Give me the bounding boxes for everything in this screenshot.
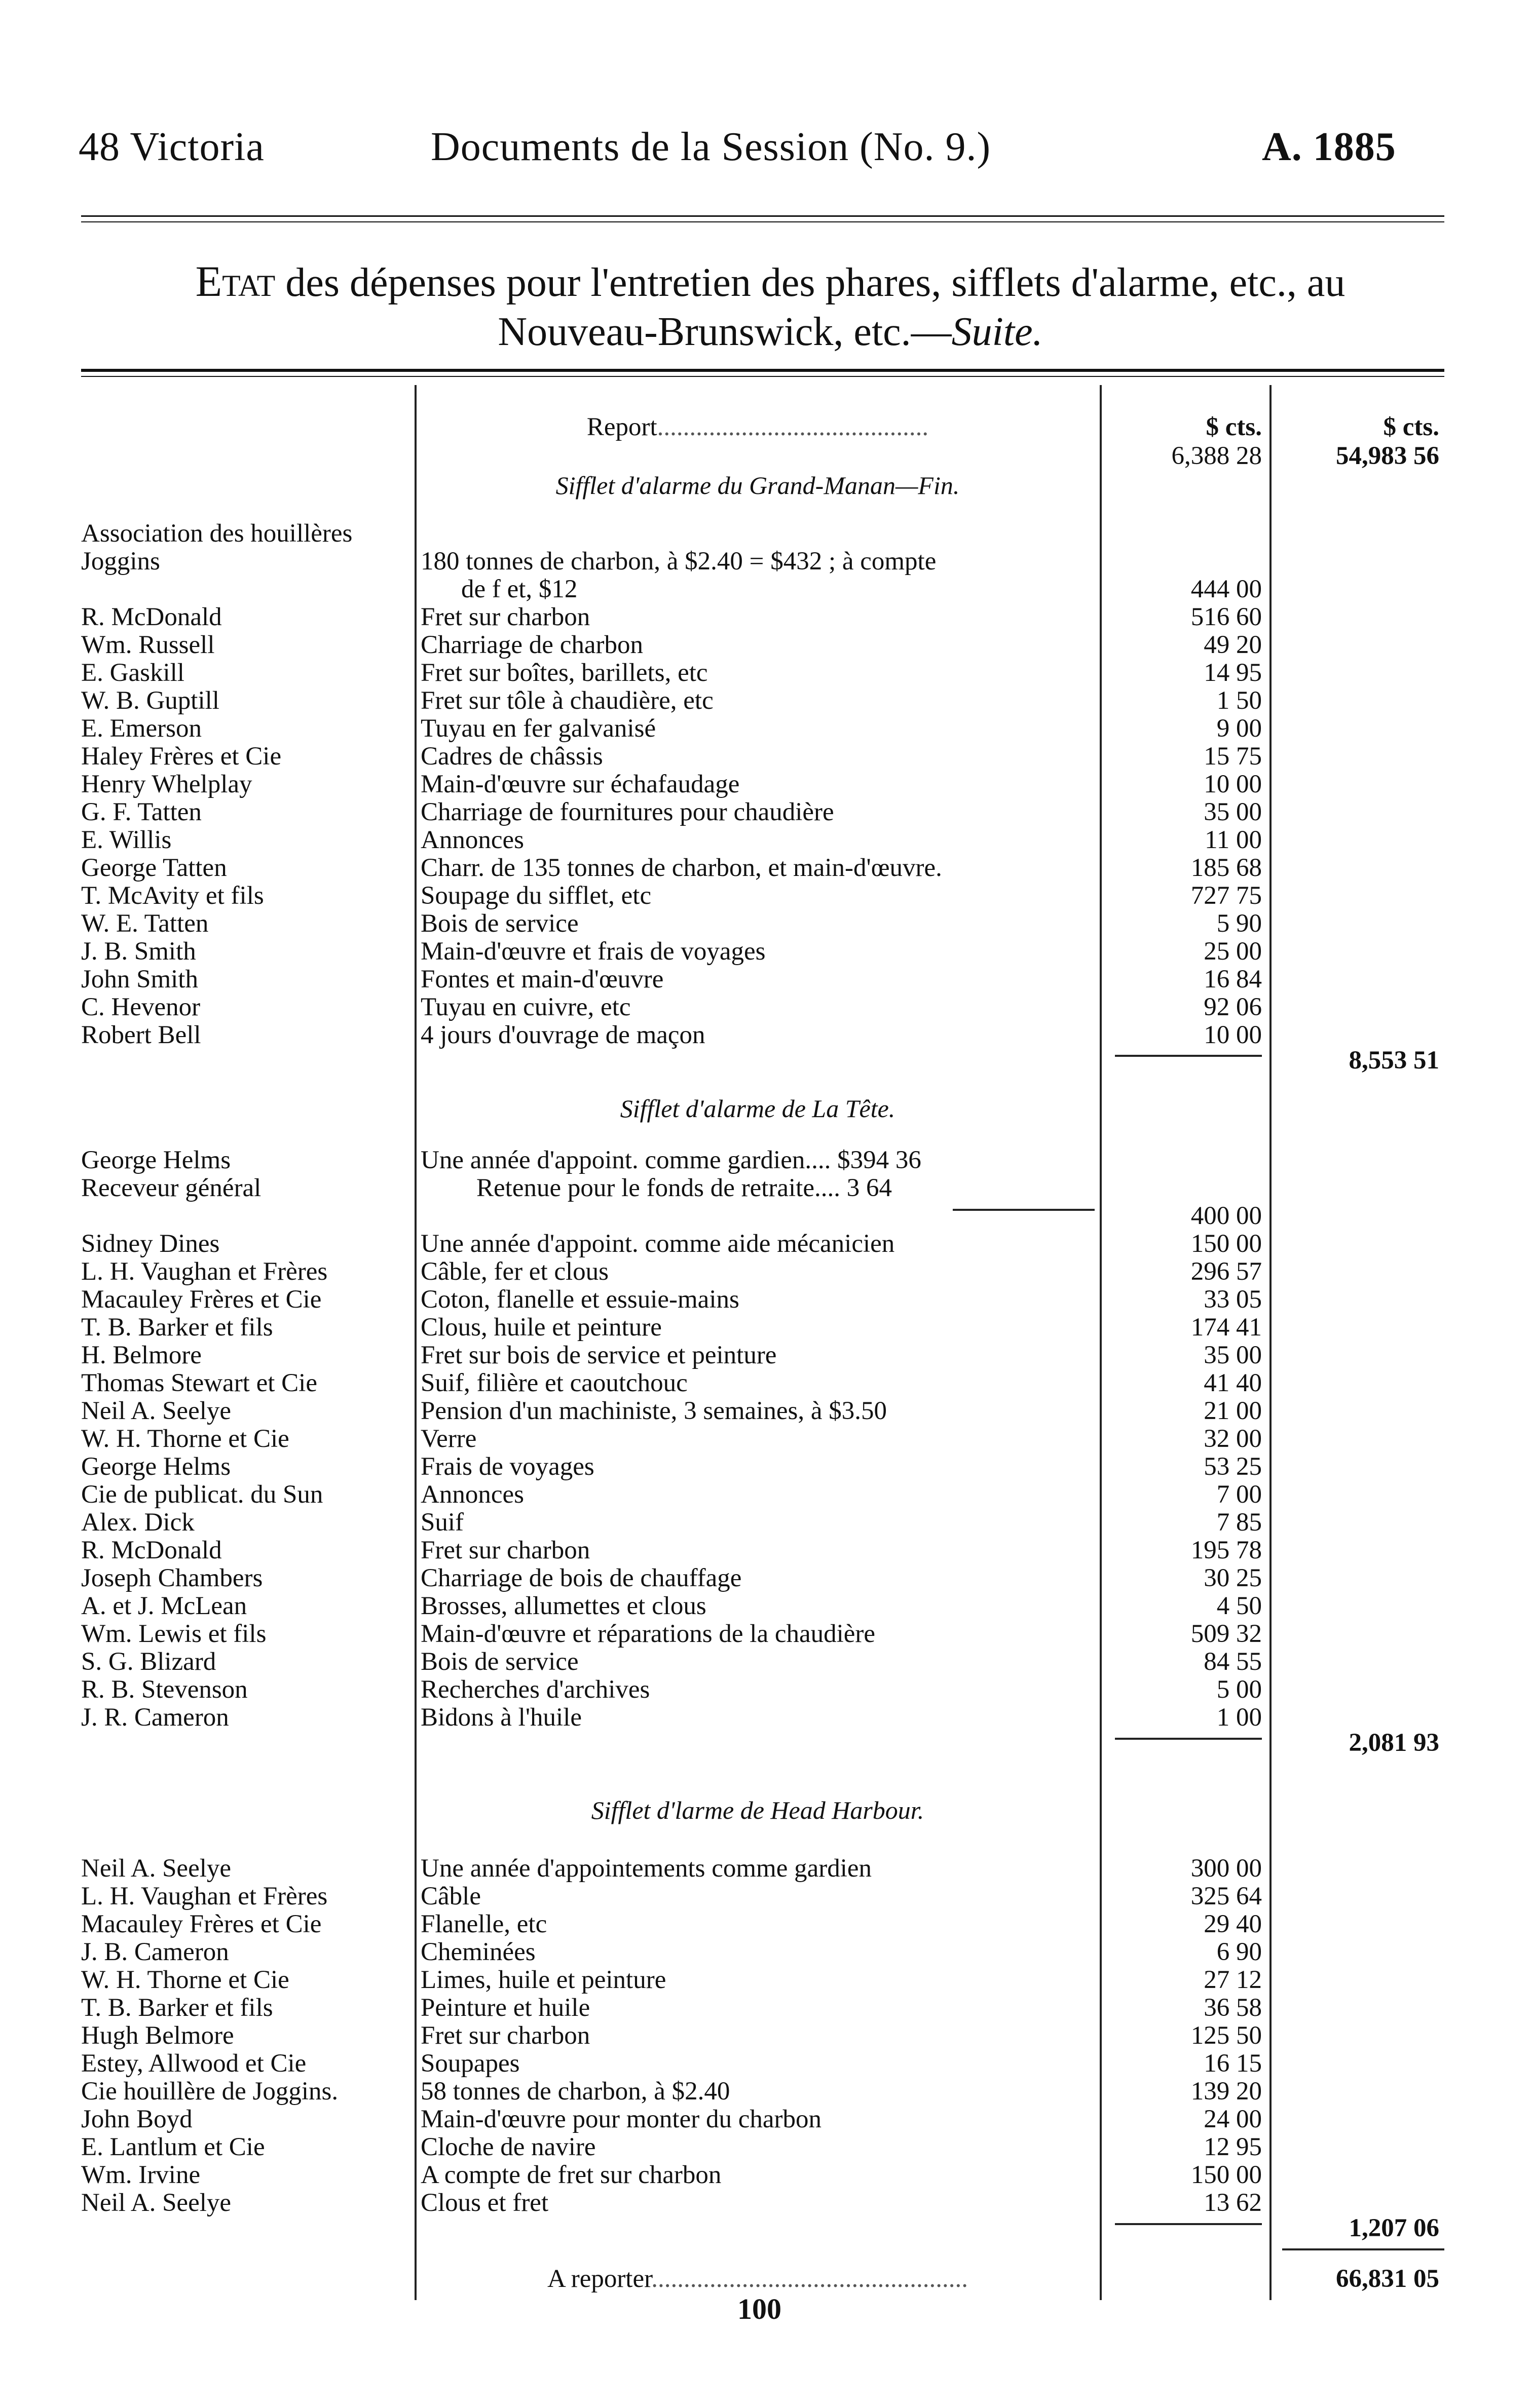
table-row-description: Annonces [421, 1480, 524, 1509]
title-rule-thick [81, 369, 1444, 372]
table-row-amount: 32 00 [1204, 1425, 1262, 1453]
title-line2: Nouveau-Brunswick, etc.— [498, 310, 952, 354]
table-row-description: Main-d'œuvre et frais de voyages [421, 937, 766, 966]
table-row-amount: 150 00 [1190, 1230, 1262, 1258]
table-row-name: E. Emerson [81, 714, 202, 743]
table-row-description: Pension d'un machiniste, 3 semaines, à $3.50 [421, 1397, 887, 1425]
table-row-name: Neil A. Seelye [81, 2189, 232, 2217]
page-number: 100 [737, 2292, 781, 2325]
table-row-name: T. McAvity et fils [81, 882, 264, 910]
table-row-amount: 139 20 [1190, 2077, 1262, 2106]
table-row-amount: 16 15 [1204, 2049, 1262, 2078]
table-row-description: Clous et fret [421, 2189, 549, 2217]
table-row-description: Soupage du sifflet, etc [421, 882, 652, 910]
table-row-amount: 35 00 [1204, 1341, 1262, 1369]
table-row-amount: 13 62 [1204, 2189, 1262, 2217]
title-rule-thin [81, 376, 1444, 377]
table-row-name: Neil A. Seelye [81, 1854, 232, 1883]
column-rule-names [415, 385, 417, 2300]
table-row-description: Charriage de bois de chauffage [421, 1564, 742, 1592]
table-row-name: R. McDonald [81, 1536, 222, 1564]
table-row-description: Cadres de châssis [421, 742, 603, 771]
carry-rule [1282, 2248, 1444, 2250]
table-row-amount: 27 12 [1204, 1966, 1262, 1994]
table-row-description: de f et, $12 [461, 575, 578, 603]
table-row-name: Robert Bell [81, 1021, 201, 1049]
column-rule-amounts [1269, 385, 1272, 2300]
table-row-description: Fret sur charbon [421, 2021, 590, 2050]
table-row-name: L. H. Vaughan et Frères [81, 1882, 328, 1910]
table-row-name: W. E. Tatten [81, 909, 209, 938]
report-label: Report.......................................... [586, 413, 929, 441]
table-row-name: L. H. Vaughan et Frères [81, 1257, 328, 1286]
table-row-amount: 25 00 [1204, 937, 1262, 966]
table-row-name: John Smith [81, 965, 198, 993]
table-row-description: Recherches d'archives [421, 1675, 650, 1704]
table-row-name: John Boyd [81, 2105, 193, 2133]
table-row-description: Brosses, allumettes et clous [421, 1592, 706, 1620]
table-row-name: Thomas Stewart et Cie [81, 1369, 317, 1397]
table-row-amount: 195 78 [1190, 1536, 1262, 1564]
table-row-amount: 10 00 [1204, 1021, 1262, 1049]
report-total: 54,983 56 [1336, 442, 1439, 470]
table-row-description: Limes, huile et peinture [421, 1966, 666, 1994]
section-heading-la-tete: Sifflet d'alarme de La Tête. [620, 1094, 895, 1123]
table-row-name: C. Hevenor [81, 993, 201, 1021]
section-total: 1,207 06 [1349, 2214, 1439, 2242]
report-amount: 6,388 28 [1171, 442, 1262, 470]
table-row-amount: 15 75 [1204, 742, 1262, 771]
subtotal-rule [1115, 1738, 1262, 1740]
table-row-description: Tuyau en fer galvanisé [421, 714, 656, 743]
table-row-description: Coton, flanelle et essuie-mains [421, 1285, 739, 1314]
table-row-name: Alex. Dick [81, 1508, 195, 1537]
table-row-name: T. B. Barker et fils [81, 1994, 273, 2022]
table-row-name: W. B. Guptill [81, 686, 219, 715]
table-row-amount: 9 00 [1216, 714, 1262, 743]
table-row-name: Hugh Belmore [81, 2021, 234, 2050]
table-row-description: Câble, fer et clous [421, 1257, 609, 1286]
page-title-line2 [81, 307, 1460, 357]
table-row-amount: 36 58 [1204, 1994, 1262, 2022]
table-row-amount: 21 00 [1204, 1397, 1262, 1425]
section-total: 2,081 93 [1349, 1729, 1439, 1757]
table-row-name: W. H. Thorne et Cie [81, 1425, 289, 1453]
table-row-name: Neil A. Seelye [81, 1397, 232, 1425]
subtotal-rule [1115, 2223, 1262, 2225]
table-row-description: Suif [421, 1508, 464, 1537]
table-row-description: Fret sur boîtes, barillets, etc [421, 659, 708, 687]
table-row-description: Frais de voyages [421, 1453, 594, 1481]
table-row-name: J. B. Smith [81, 937, 196, 966]
table-row-name: Wm. Lewis et fils [81, 1620, 267, 1648]
table-row-amount: 300 00 [1190, 1854, 1262, 1883]
page-title [81, 256, 1460, 308]
table-row-description: Bois de service [421, 1648, 579, 1676]
table-row-amount: 325 64 [1190, 1882, 1262, 1910]
table-row-name: J. R. Cameron [81, 1703, 229, 1732]
column-heading-amounts: $ cts. [1206, 413, 1262, 441]
table-row-amount: 400 00 [1190, 1202, 1262, 1230]
table-row-name: R. McDonald [81, 603, 222, 631]
table-row-description: Clous, huile et peinture [421, 1313, 662, 1342]
table-row-name: J. B. Cameron [81, 1938, 229, 1966]
table-row-description: 58 tonnes de charbon, à $2.40 [421, 2077, 730, 2106]
table-row-description: Main-d'œuvre et réparations de la chaudière [421, 1620, 876, 1648]
table-row-name: E. Gaskill [81, 659, 184, 687]
table-row-amount: 125 50 [1190, 2021, 1262, 2050]
table-row-amount: 53 25 [1204, 1453, 1262, 1481]
table-row-amount: 4 50 [1216, 1592, 1262, 1620]
header-rule [81, 215, 1444, 217]
table-row-amount: 35 00 [1204, 798, 1262, 826]
table-row-name: George Helms [81, 1453, 231, 1481]
carry-label: A reporter................................................. [547, 2265, 968, 2293]
column-heading-totals: $ cts. [1383, 413, 1439, 441]
carry-total: 66,831 05 [1336, 2265, 1439, 2293]
table-row-amount: 41 40 [1204, 1369, 1262, 1397]
table-row-amount: 12 95 [1204, 2133, 1262, 2161]
table-row-description: 180 tonnes de charbon, à $2.40 = $432 ; à compte [421, 547, 937, 576]
table-row-amount: 7 85 [1216, 1508, 1262, 1537]
table-row-name: E. Willis [81, 826, 172, 854]
table-row-name: A. et J. McLean [81, 1592, 247, 1620]
table-row-description: Fret sur bois de service et peinture [421, 1341, 777, 1369]
table-row-amount: 11 00 [1205, 826, 1262, 854]
table-row-description: Charriage de fournitures pour chaudière [421, 798, 834, 826]
table-row-description: Câble [421, 1882, 481, 1910]
table-row-amount: 14 95 [1204, 659, 1262, 687]
table-row-description: Retenue pour le fonds de retraite.... 3 64 [476, 1174, 892, 1202]
table-row-description: Fret sur charbon [421, 1536, 590, 1564]
table-row-name: Joggins [81, 547, 160, 576]
title-lead: Etat [195, 257, 276, 305]
table-row-name: T. B. Barker et fils [81, 1313, 273, 1342]
table-row-amount: 727 75 [1190, 882, 1262, 910]
table-row-amount: 150 00 [1190, 2161, 1262, 2189]
table-row-name: Wm. Irvine [81, 2161, 201, 2189]
table-row-description: Cheminées [421, 1938, 536, 1966]
table-row-amount: 296 57 [1190, 1257, 1262, 1286]
table-row-description: Main-d'œuvre pour monter du charbon [421, 2105, 821, 2133]
table-row-amount: 16 84 [1204, 965, 1262, 993]
table-row-name: Haley Frères et Cie [81, 742, 282, 771]
inline-rule [953, 1209, 1095, 1211]
table-row-description: 4 jours d'ouvrage de maçon [421, 1021, 705, 1049]
table-row-description: Charriage de charbon [421, 631, 643, 659]
table-row-description: Une année d'appoint. comme aide mécanicien [421, 1230, 895, 1258]
section-heading-grand-manan: Sifflet d'alarme du Grand-Manan—Fin. [555, 471, 960, 500]
table-row-amount: 84 55 [1204, 1648, 1262, 1676]
table-row-name: W. H. Thorne et Cie [81, 1966, 289, 1994]
table-row-description: Peinture et huile [421, 1994, 590, 2022]
table-row-amount: 5 00 [1216, 1675, 1262, 1704]
header-right: A. 1885 [1262, 125, 1396, 169]
table-row-description: Flanelle, etc [421, 1910, 547, 1938]
table-row-name: Estey, Allwood et Cie [81, 2049, 307, 2078]
table-row-amount: 24 00 [1204, 2105, 1262, 2133]
table-row-description: Soupapes [421, 2049, 520, 2078]
table-row-name: Joseph Chambers [81, 1564, 263, 1592]
table-row-amount: 10 00 [1204, 770, 1262, 798]
header-center: Documents de la Session (No. 9.) [431, 125, 991, 169]
table-row-description: Annonces [421, 826, 524, 854]
table-row-description: Verre [421, 1425, 477, 1453]
table-row-name: R. B. Stevenson [81, 1675, 248, 1704]
table-row-amount: 49 20 [1204, 631, 1262, 659]
column-rule-description [1100, 385, 1102, 2300]
table-row-name: Cie houillère de Joggins. [81, 2077, 339, 2106]
section-heading-head-harbour: Sifflet d'larme de Head Harbour. [591, 1796, 924, 1824]
table-row-name: Macauley Frères et Cie [81, 1910, 322, 1938]
table-row-name: H. Belmore [81, 1341, 202, 1369]
table-row-amount: 30 25 [1204, 1564, 1262, 1592]
table-row-name: E. Lantlum et Cie [81, 2133, 265, 2161]
title-suite: Suite. [951, 310, 1043, 354]
header-rule-thin [81, 221, 1444, 222]
table-row-name: Receveur général [81, 1174, 261, 1202]
table-row-description: Une année d'appoint. comme gardien.... $394 36 [421, 1146, 921, 1174]
table-row-amount: 509 32 [1190, 1620, 1262, 1648]
table-row-description: Cloche de navire [421, 2133, 596, 2161]
table-row-description: Bidons à l'huile [421, 1703, 582, 1732]
table-row-name: Henry Whelplay [81, 770, 252, 798]
table-row-name: S. G. Blizard [81, 1648, 216, 1676]
table-row-description: Tuyau en cuivre, etc [421, 993, 631, 1021]
subtotal-rule [1115, 1055, 1262, 1057]
table-row-amount: 92 06 [1204, 993, 1262, 1021]
table-row-description: Fret sur tôle à chaudière, etc [421, 686, 714, 715]
table-row-amount: 5 90 [1216, 909, 1262, 938]
table-row-amount: 33 05 [1204, 1285, 1262, 1314]
table-row-amount: 1 50 [1216, 686, 1262, 715]
table-row-description: Charr. de 135 tonnes de charbon, et main-d'œuvre. [421, 854, 942, 882]
table-row-description: Suif, filière et caoutchouc [421, 1369, 688, 1397]
table-row-name: G. F. Tatten [81, 798, 202, 826]
table-row-amount: 174 41 [1190, 1313, 1262, 1342]
table-row-amount: 516 60 [1190, 603, 1262, 631]
table-row-amount: 444 00 [1190, 575, 1262, 603]
table-row-amount: 7 00 [1216, 1480, 1262, 1509]
table-row-amount: 1 00 [1216, 1703, 1262, 1732]
table-row-name: Sidney Dines [81, 1230, 220, 1258]
table-row-name: Association des houillères [81, 519, 353, 548]
table-row-description: Une année d'appointements comme gardien [421, 1854, 872, 1883]
header-left: 48 Victoria [79, 125, 265, 169]
table-row-amount: 185 68 [1190, 854, 1262, 882]
table-row-description: A compte de fret sur charbon [421, 2161, 722, 2189]
table-row-name: George Helms [81, 1146, 231, 1174]
title-line1: des dépenses pour l'entretien des phares, sifflets d'alarme, etc., au [285, 260, 1346, 305]
table-row-name: George Tatten [81, 854, 227, 882]
table-row-amount: 29 40 [1204, 1910, 1262, 1938]
table-row-description: Main-d'œuvre sur échafaudage [421, 770, 740, 798]
table-row-amount: 6 90 [1216, 1938, 1262, 1966]
table-row-name: Macauley Frères et Cie [81, 1285, 322, 1314]
table-row-description: Bois de service [421, 909, 579, 938]
table-row-name: Wm. Russell [81, 631, 215, 659]
table-row-description: Fontes et main-d'œuvre [421, 965, 664, 993]
table-row-description: Fret sur charbon [421, 603, 590, 631]
table-row-name: Cie de publicat. du Sun [81, 1480, 323, 1509]
section-total: 8,553 51 [1349, 1046, 1439, 1075]
